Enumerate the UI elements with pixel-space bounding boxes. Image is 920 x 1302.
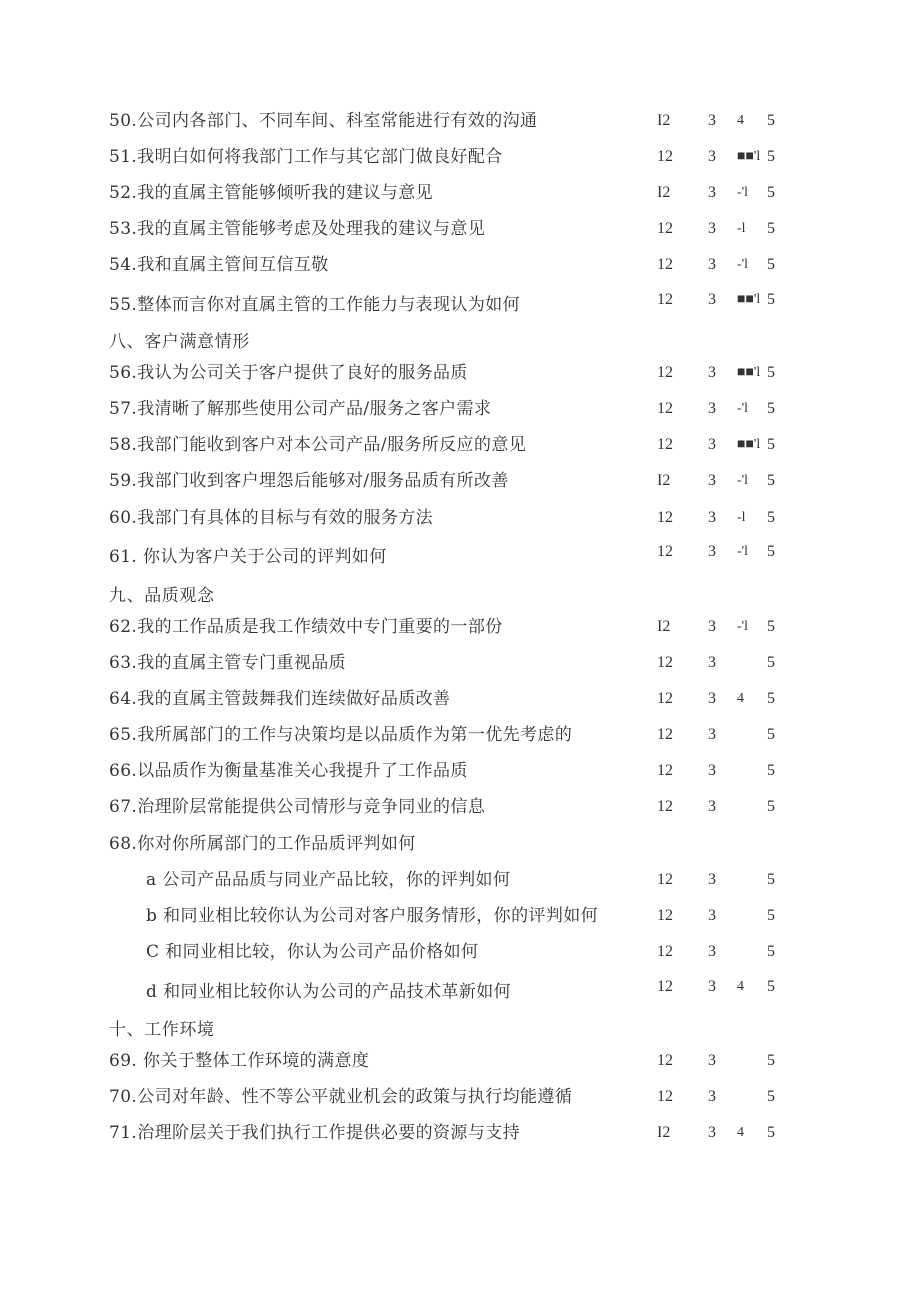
question-row	[0, 142, 920, 172]
score-4: 4	[737, 979, 744, 994]
section-heading	[0, 581, 920, 611]
score-1-2: I2	[657, 184, 671, 201]
question-text: 60.我部门有具体的目标与有效的服务方法	[109, 508, 434, 528]
score-5: 5	[767, 220, 775, 237]
question-row	[0, 214, 920, 244]
question-text: 62.我的工作品质是我工作绩效中专门重要的一部份	[109, 617, 503, 637]
question-row	[0, 250, 920, 280]
score-5: 5	[767, 907, 775, 924]
sub-question-row	[0, 977, 920, 1007]
question-text: 59.我部门收到客户埋怨后能够对/服务品质有所改善	[109, 471, 509, 491]
score-1-2: 12	[657, 400, 673, 417]
score-5: 5	[767, 618, 775, 635]
score-4: -'l	[737, 619, 749, 634]
score-1-2: 12	[657, 291, 673, 308]
question-row	[0, 503, 920, 533]
question-row	[0, 1082, 920, 1112]
question-row	[0, 612, 920, 642]
question-text: 63.我的直属主管专门重视品质	[109, 653, 347, 673]
sub-question-row	[0, 901, 920, 931]
score-4: ■■'l	[737, 292, 761, 307]
score-1-2: 12	[657, 654, 673, 671]
score-5: 5	[767, 436, 775, 453]
score-1-2: I2	[657, 112, 671, 129]
score-1-2: 12	[657, 220, 673, 237]
score-5: 5	[767, 364, 775, 381]
score-4: 4	[737, 113, 744, 128]
score-1-2: I2	[657, 1124, 671, 1141]
question-text: 52.我的直属主管能够倾听我的建议与意见	[109, 183, 434, 203]
score-3: 3	[708, 400, 716, 417]
score-5: 5	[767, 148, 775, 165]
question-row	[0, 684, 920, 714]
score-3: 3	[708, 726, 716, 743]
score-4: -'l	[737, 544, 749, 559]
score-3: 3	[708, 907, 716, 924]
question-row	[0, 178, 920, 208]
question-text: C 和同业相比较，你认为公司产品价格如何	[146, 942, 479, 962]
question-text: 70.公司对年龄、性不等公平就业机会的政策与执行均能遵循	[109, 1087, 573, 1107]
question-text: 67.治理阶层常能提供公司情形与竞争同业的信息	[109, 797, 486, 817]
score-4: 4	[737, 691, 744, 706]
score-1-2: 12	[657, 798, 673, 815]
score-1-2: 12	[657, 978, 673, 995]
score-1-2: 12	[657, 762, 673, 779]
score-3: 3	[708, 618, 716, 635]
score-3: 3	[708, 1088, 716, 1105]
score-5: 5	[767, 690, 775, 707]
question-text: 68.你对你所属部门的工作品质评判如何	[109, 834, 416, 854]
score-5: 5	[767, 871, 775, 888]
question-text: 54.我和直属主管间互信互敬	[109, 255, 329, 275]
question-text: 56.我认为公司关于客户提供了良好的服务品质	[109, 363, 468, 383]
score-3: 3	[708, 472, 716, 489]
score-1-2: 12	[657, 543, 673, 560]
score-5: 5	[767, 400, 775, 417]
score-3: 3	[708, 291, 716, 308]
score-3: 3	[708, 690, 716, 707]
score-3: 3	[708, 509, 716, 526]
score-1-2: 12	[657, 1052, 673, 1069]
score-3: 3	[708, 148, 716, 165]
score-1-2: 12	[657, 436, 673, 453]
score-3: 3	[708, 543, 716, 560]
question-row	[0, 430, 920, 460]
question-row	[0, 648, 920, 678]
score-4: ■■'l	[737, 437, 761, 452]
score-4: ■■'l	[737, 365, 761, 380]
score-5: 5	[767, 1124, 775, 1141]
question-text: 61. 你认为客户关于公司的评判如何	[109, 547, 387, 567]
question-text: 57.我清晰了解那些使用公司产品/服务之客户需求	[109, 399, 492, 419]
question-row	[0, 1046, 920, 1076]
score-3: 3	[708, 220, 716, 237]
score-4: -'l	[737, 473, 749, 488]
question-text: 51.我明白如何将我部门工作与其它部门做良好配合	[109, 147, 503, 167]
score-1-2: 12	[657, 256, 673, 273]
score-1-2: 12	[657, 1088, 673, 1105]
question-text: 58.我部门能收到客户对本公司产品/服务所反应的意见	[109, 435, 527, 455]
question-text: a 公司产品品质与同业产品比较，你的评判如何	[146, 870, 511, 890]
score-5: 5	[767, 726, 775, 743]
score-5: 5	[767, 543, 775, 560]
score-3: 3	[708, 762, 716, 779]
question-text: 64.我的直属主管鼓舞我们连续做好品质改善	[109, 689, 451, 709]
question-row	[0, 466, 920, 496]
score-4: -'l	[737, 257, 749, 272]
score-5: 5	[767, 1088, 775, 1105]
question-row	[0, 1118, 920, 1148]
section-title: 八、客户满意情形	[109, 332, 250, 352]
score-1-2: I2	[657, 472, 671, 489]
sub-question-row	[0, 865, 920, 895]
score-4: 4	[737, 1125, 744, 1140]
question-row	[0, 720, 920, 750]
score-5: 5	[767, 184, 775, 201]
score-3: 3	[708, 871, 716, 888]
question-row	[0, 542, 920, 572]
score-5: 5	[767, 112, 775, 129]
score-5: 5	[767, 762, 775, 779]
score-1-2: 12	[657, 690, 673, 707]
score-1-2: 12	[657, 943, 673, 960]
question-row	[0, 394, 920, 424]
score-5: 5	[767, 291, 775, 308]
question-row	[0, 756, 920, 786]
score-4: -l	[737, 510, 746, 525]
score-3: 3	[708, 978, 716, 995]
section-heading	[0, 1015, 920, 1045]
question-text: 55.整体而言你对直属主管的工作能力与表现认为如何	[109, 295, 521, 315]
score-3: 3	[708, 1052, 716, 1069]
score-5: 5	[767, 943, 775, 960]
score-5: 5	[767, 472, 775, 489]
score-5: 5	[767, 654, 775, 671]
score-1-2: I2	[657, 618, 671, 635]
question-text: 50.公司内各部门、不同车间、科室常能进行有效的沟通	[109, 111, 538, 131]
score-4: -'l	[737, 401, 749, 416]
score-1-2: 12	[657, 509, 673, 526]
score-3: 3	[708, 654, 716, 671]
sub-question-row	[0, 937, 920, 967]
question-row	[0, 792, 920, 822]
score-3: 3	[708, 364, 716, 381]
score-3: 3	[708, 436, 716, 453]
section-heading	[0, 327, 920, 357]
question-text: d 和同业相比较你认为公司的产品技术革新如何	[146, 982, 512, 1002]
score-4: -'l	[737, 185, 749, 200]
score-5: 5	[767, 1052, 775, 1069]
question-text: 69. 你关于整体工作环境的满意度	[109, 1051, 370, 1071]
question-row	[0, 358, 920, 388]
question-text: 66.以品质作为衡量基准关心我提升了工作品质	[109, 761, 468, 781]
score-5: 5	[767, 509, 775, 526]
question-row	[0, 290, 920, 320]
question-text: 53.我的直属主管能够考虑及处理我的建议与意见	[109, 219, 486, 239]
score-3: 3	[708, 184, 716, 201]
score-3: 3	[708, 943, 716, 960]
score-1-2: 12	[657, 364, 673, 381]
score-4: -l	[737, 221, 746, 236]
question-text: 71.治理阶层关于我们执行工作提供必要的资源与支持	[109, 1123, 521, 1143]
question-row	[0, 106, 920, 136]
section-title: 十、工作环境	[109, 1020, 215, 1040]
score-1-2: 12	[657, 871, 673, 888]
score-3: 3	[708, 256, 716, 273]
question-row	[0, 829, 920, 859]
section-title: 九、品质观念	[109, 586, 215, 606]
question-text: b 和同业相比较你认为公司对客户服务情形，你的评判如何	[146, 906, 599, 926]
question-text: 65.我所属部门的工作与决策均是以品质作为第一优先考虑的	[109, 725, 573, 745]
score-3: 3	[708, 798, 716, 815]
score-5: 5	[767, 798, 775, 815]
score-5: 5	[767, 256, 775, 273]
score-3: 3	[708, 112, 716, 129]
score-1-2: 12	[657, 148, 673, 165]
score-4: ■■'l	[737, 149, 761, 164]
score-5: 5	[767, 978, 775, 995]
score-1-2: 12	[657, 726, 673, 743]
score-3: 3	[708, 1124, 716, 1141]
score-1-2: 12	[657, 907, 673, 924]
